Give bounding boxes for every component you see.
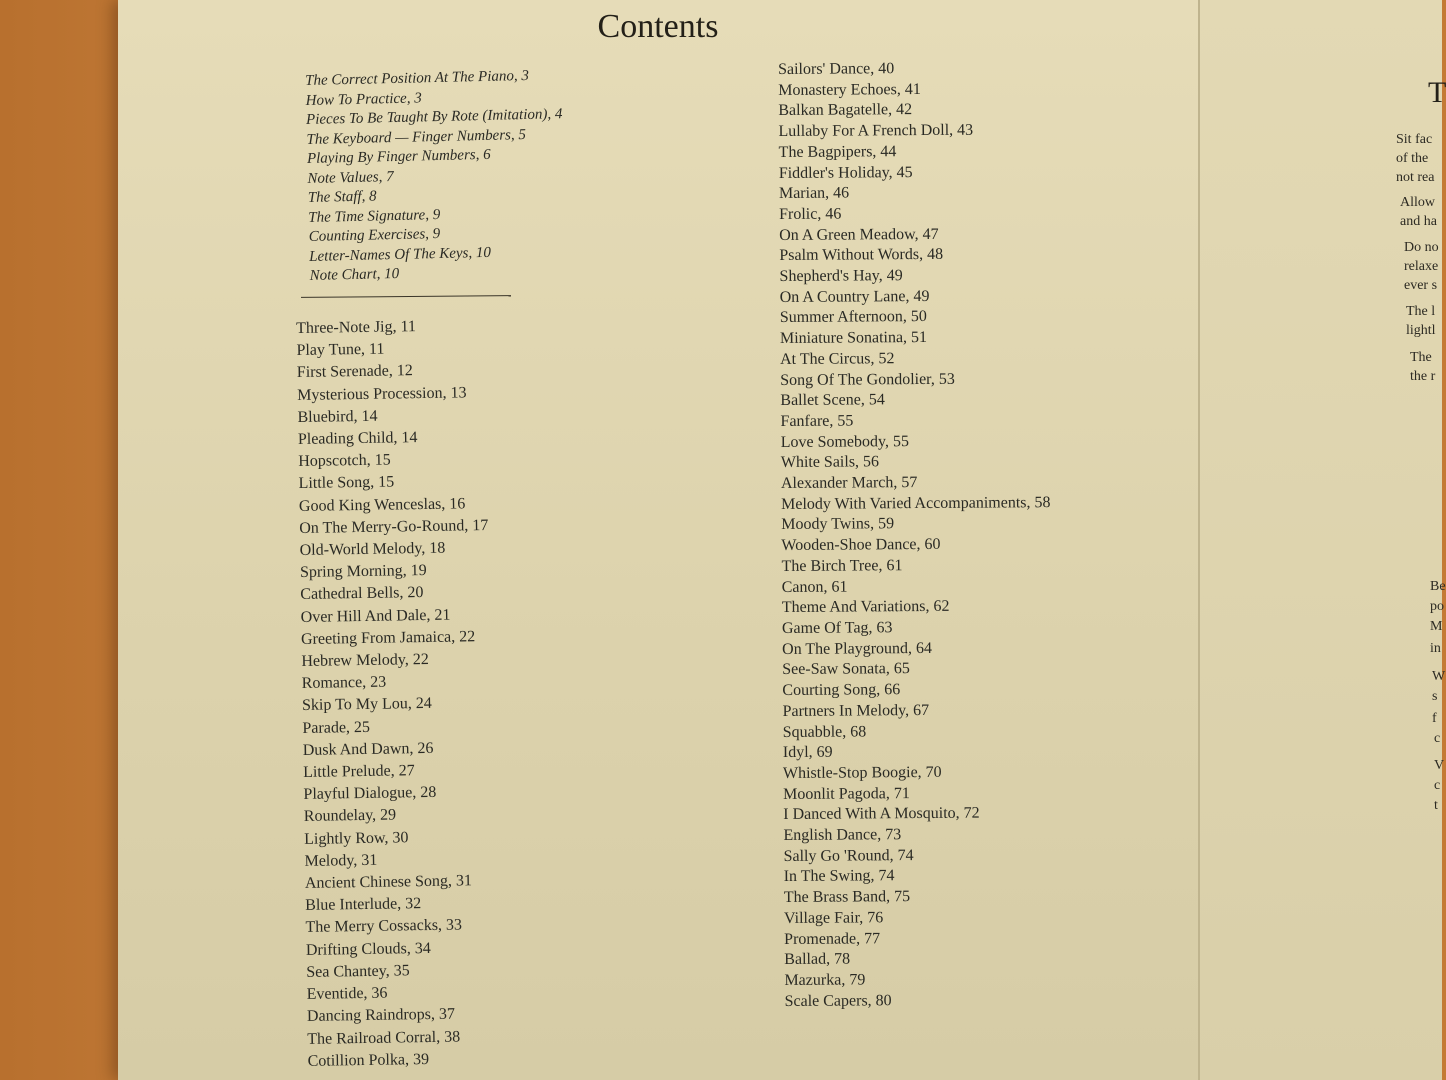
contents-entry: Theme And Variations, 62 — [781, 598, 950, 617]
contents-entry: Roundelay, 29 — [303, 806, 397, 826]
contents-entry: Scale Capers, 80 — [784, 991, 892, 1010]
next-page-fragment: ever s — [1404, 278, 1438, 293]
contents-entry: At The Circus, 52 — [780, 350, 895, 368]
contents-entry: Dancing Raindrops, 37 — [306, 1005, 456, 1026]
contents-entry: Whistle-Stop Boogie, 70 — [782, 763, 942, 782]
contents-entry: Note Chart, 10 — [309, 265, 400, 284]
contents-entry: Summer Afternoon, 50 — [779, 308, 927, 327]
next-page-fragment: t — [1434, 798, 1438, 813]
next-page-fragment: Be — [1430, 579, 1446, 594]
contents-entry: Song Of The Gondolier, 53 — [780, 370, 955, 389]
contents-entry: Play Tune, 11 — [296, 340, 385, 360]
contents-entry: On A Green Meadow, 47 — [779, 225, 939, 244]
contents-entry: Partners In Melody, 67 — [782, 701, 930, 720]
contents-entry: The Staff, 8 — [307, 188, 377, 206]
page-title: Contents — [597, 8, 719, 45]
next-page-fragment: lightl — [1406, 323, 1436, 338]
contents-entry: Counting Exercises, 9 — [308, 225, 441, 245]
contents-entry: Ancient Chinese Song, 31 — [304, 872, 473, 893]
contents-entry: See-Saw Sonata, 65 — [782, 660, 910, 679]
contents-entry: Game Of Tag, 63 — [781, 619, 893, 637]
next-page-fragment: po — [1430, 599, 1444, 614]
contents-entry: Marian, 46 — [778, 184, 850, 203]
contents-entry: Squabble, 68 — [782, 722, 867, 741]
contents-entry: Ballet Scene, 54 — [780, 391, 885, 410]
next-page-fragment: f — [1432, 711, 1437, 726]
contents-entry: Pieces To Be Taught By Rote (Imitation), 4 — [305, 106, 563, 128]
contents-page — [118, 0, 1198, 1080]
contents-entry: Wooden-Shoe Dance, 60 — [781, 536, 941, 555]
contents-entry: Greeting From Jamaica, 22 — [300, 628, 476, 648]
contents-entry: Three-Note Jig, 11 — [296, 318, 417, 337]
contents-entry: Mazurka, 79 — [784, 971, 866, 989]
next-page-fragment: Sit fac — [1396, 132, 1433, 147]
contents-entry: Balkan Bagatelle, 42 — [778, 101, 913, 120]
contents-entry: The Brass Band, 75 — [783, 888, 911, 907]
contents-entry: The Correct Position At The Piano, 3 — [305, 67, 530, 89]
contents-entry: Dusk And Dawn, 26 — [302, 739, 434, 759]
contents-entry: Note Values, 7 — [307, 168, 394, 187]
next-page-fragment: W — [1432, 669, 1446, 684]
next-page-fragment: of the — [1396, 151, 1429, 166]
next-page-fragment: c — [1434, 731, 1441, 746]
contents-entry: Fanfare, 55 — [780, 412, 854, 430]
contents-entry: Fiddler's Holiday, 45 — [778, 163, 913, 182]
contents-entry: Over Hill And Dale, 21 — [300, 606, 451, 626]
contents-entry: Blue Interlude, 32 — [305, 895, 422, 915]
contents-entry: Parade, 25 — [302, 718, 371, 737]
contents-entry: Letter-Names Of The Keys, 10 — [309, 244, 492, 265]
next-page-fragment: and ha — [1400, 214, 1437, 229]
contents-entry: Bluebird, 14 — [297, 407, 378, 426]
contents-entry: On The Merry-Go-Round, 17 — [299, 516, 489, 537]
next-page-fragment: s — [1432, 689, 1438, 704]
contents-entry: Psalm Without Words, 48 — [779, 246, 944, 265]
contents-entry: In The Swing, 74 — [783, 867, 895, 886]
contents-entry: White Sails, 56 — [780, 453, 880, 472]
contents-entry: English Dance, 73 — [783, 826, 902, 844]
contents-entry: Drifting Clouds, 34 — [305, 939, 431, 959]
contents-entry: Playful Dialogue, 28 — [303, 784, 437, 804]
next-page-fragment: The — [1410, 350, 1432, 365]
next-page-fragment: in — [1430, 641, 1441, 656]
right-column-list — [778, 58, 1054, 1012]
contents-entry: Sea Chantey, 35 — [306, 962, 410, 981]
contents-entry: Village Fair, 76 — [783, 909, 884, 927]
next-page-fragment: relaxe — [1404, 259, 1439, 274]
left-column-list — [296, 315, 497, 1073]
contents-entry: Lullaby For A French Doll, 43 — [778, 121, 974, 141]
contents-entry: Promenade, 77 — [784, 929, 881, 948]
next-page-title-fragment: T — [1428, 76, 1446, 109]
contents-entry: Melody With Varied Accompaniments, 58 — [781, 493, 1051, 513]
contents-entry: Alexander March, 57 — [780, 474, 918, 493]
contents-entry: Melody, 31 — [304, 851, 378, 870]
next-page-fragment: the r — [1410, 369, 1436, 384]
contents-entry: Cotillion Polka, 39 — [307, 1050, 430, 1070]
contents-entry: The Time Signature, 9 — [308, 206, 441, 226]
contents-entry: Playing By Finger Numbers, 6 — [306, 146, 491, 167]
next-page-fragment: M — [1430, 619, 1443, 634]
contents-entry: Old-World Melody, 18 — [299, 539, 446, 560]
contents-entry: Moonlit Pagoda, 71 — [783, 784, 910, 803]
contents-entry: Little Song, 15 — [298, 473, 395, 493]
contents-entry: Moody Twins, 59 — [781, 515, 895, 534]
contents-entry: I Danced With A Mosquito, 72 — [783, 804, 980, 824]
contents-entry: Pleading Child, 14 — [297, 429, 418, 448]
contents-entry: On A Country Lane, 49 — [779, 287, 930, 306]
contents-entry: The Birch Tree, 61 — [781, 557, 903, 575]
contents-entry: Skip To My Lou, 24 — [301, 695, 432, 715]
contents-entry: Shepherd's Hay, 49 — [779, 267, 903, 286]
next-page-fragment: V — [1434, 758, 1445, 773]
contents-entry: Ballad, 78 — [784, 950, 851, 969]
contents-entry: First Serenade, 12 — [296, 362, 413, 382]
contents-entry: Good King Wenceslas, 16 — [298, 494, 466, 515]
contents-entry: Cathedral Bells, 20 — [300, 584, 424, 604]
contents-entry: Sailors' Dance, 40 — [778, 60, 895, 78]
contents-entry: Miniature Sonatina, 51 — [779, 329, 928, 348]
contents-entry: The Merry Cossacks, 33 — [305, 916, 463, 937]
contents-entry: Frolic, 46 — [779, 205, 842, 223]
contents-entry: The Railroad Corral, 38 — [307, 1028, 461, 1048]
contents-entry: The Keyboard — Finger Numbers, 5 — [306, 126, 527, 148]
contents-entry: Sally Go 'Round, 74 — [783, 846, 914, 865]
contents-entry: Spring Morning, 19 — [299, 562, 427, 582]
contents-entry: Courting Song, 66 — [782, 681, 901, 700]
contents-entry: Mysterious Procession, 13 — [297, 383, 467, 404]
contents-entry: Little Prelude, 27 — [303, 762, 415, 782]
contents-entry: Hebrew Melody, 22 — [301, 651, 429, 671]
next-page-fragment: c — [1434, 778, 1441, 793]
intro-list — [305, 66, 566, 286]
next-page-fragment: not rea — [1396, 170, 1435, 185]
section-divider — [301, 295, 511, 298]
contents-entry: Hopscotch, 15 — [298, 451, 391, 471]
next-page-fragment: Do no — [1404, 240, 1439, 255]
contents-entry: On The Playground, 64 — [782, 639, 933, 658]
next-page-fragment: Allow — [1400, 195, 1435, 210]
contents-entry: Lightly Row, 30 — [304, 828, 409, 848]
contents-entry: Eventide, 36 — [306, 984, 388, 1004]
contents-entry: The Bagpipers, 44 — [778, 142, 897, 161]
contents-entry: Canon, 61 — [781, 578, 848, 596]
next-page-edge — [1198, 0, 1446, 1080]
contents-entry: Romance, 23 — [301, 673, 387, 693]
contents-entry: Idyl, 69 — [782, 743, 833, 762]
contents-entry: Love Somebody, 55 — [780, 432, 910, 451]
contents-entry: Monastery Echoes, 41 — [778, 80, 921, 99]
contents-entry: How To Practice, 3 — [305, 89, 422, 109]
next-page-fragment: The l — [1406, 304, 1436, 319]
